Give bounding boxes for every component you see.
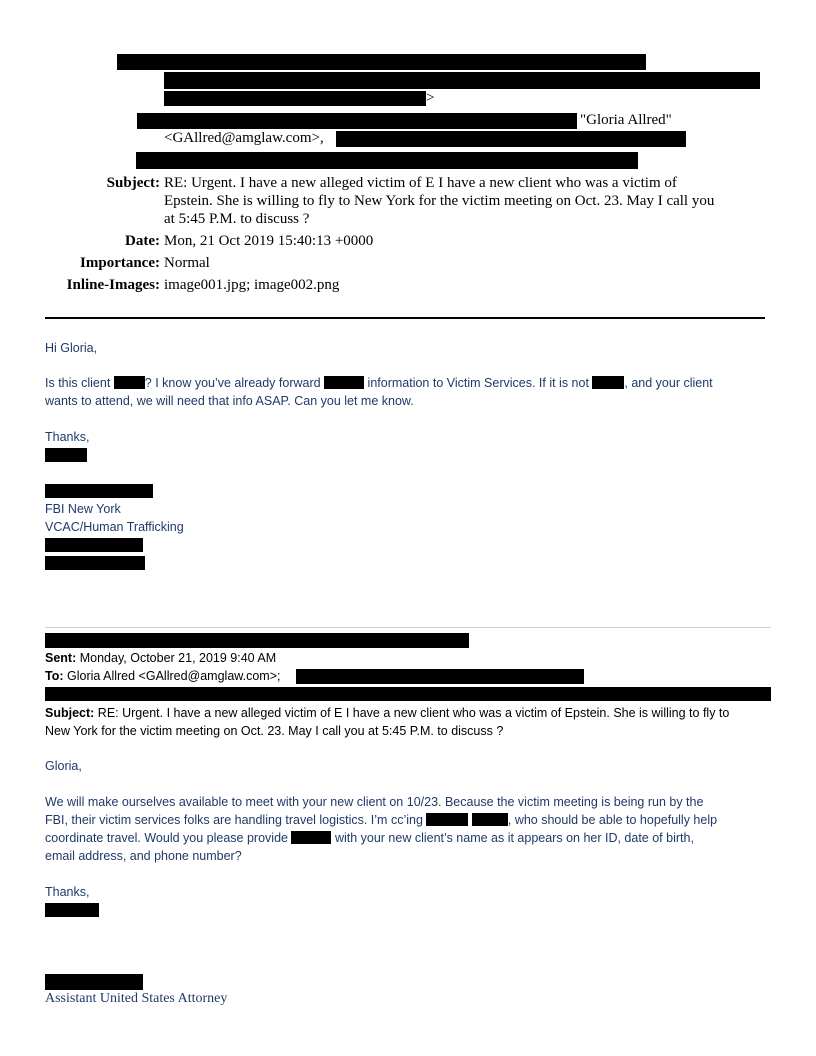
sig-org: FBI New York: [45, 502, 121, 516]
subject-line2: Epstein. She is willing to fly to New York for the victim meeting on Oct. 23. May I call you: [164, 193, 715, 209]
redaction-cc-line2: [336, 131, 686, 147]
inline-images-value: image001.jpg; image002.png: [164, 277, 340, 293]
redaction-provide-name: [291, 831, 331, 844]
redaction-quoted-cc: [45, 687, 771, 701]
redaction-quoted-to: [296, 669, 584, 684]
subject-line3: at 5:45 P.M. to discuss ?: [164, 211, 310, 227]
reply-greeting: Hi Gloria,: [45, 341, 98, 355]
quoted-body-2a: FBI, their victim services folks are handling travel logistics. I’m cc’ing: [45, 813, 423, 827]
date-label: Date:: [125, 233, 160, 249]
bracket-text: >: [426, 90, 435, 106]
inline-images-label: Inline-Images:: [66, 277, 160, 293]
reply-p1-a: Is this client: [45, 376, 111, 390]
quoted-body-line2: [45, 811, 717, 829]
gloria-name: "Gloria Allred": [580, 112, 672, 128]
reply-p1-b: ? I know you’ve already forward: [144, 376, 321, 390]
quoted-body-line4: email address, and phone number?: [45, 849, 242, 863]
redaction-cc-first: [426, 813, 468, 826]
quoted-body-line1: We will make ourselves available to meet with your new client on 10/23. Because the victim meeting is being run by the: [45, 795, 704, 809]
importance-value: Normal: [164, 255, 210, 271]
subject-label: Subject:: [106, 175, 160, 191]
quoted-sent-label: Sent:: [45, 651, 77, 665]
importance-label: Importance:: [80, 255, 160, 271]
quoted-body-line3: [45, 829, 694, 847]
quoted-thanks: Thanks,: [45, 885, 90, 899]
redaction-cc-line3: [136, 152, 638, 169]
quoted-subject-line1: [45, 704, 729, 722]
reply-paragraph-line2: wants to attend, we will need that info ASAP. Can you let me know.: [45, 394, 414, 408]
quoted-sent: [45, 649, 276, 667]
quoted-to: [45, 667, 280, 685]
reply-p1-d: , and your client: [624, 376, 713, 390]
quoted-body-2b: , who should be able to hopefully help: [507, 813, 718, 827]
quoted-sent-value: Monday, October 21, 2019 9:40 AM: [79, 651, 277, 665]
header-divider: [45, 317, 765, 319]
redaction-quoted-from: [45, 633, 469, 648]
redaction-cc-last: [472, 813, 508, 826]
redaction-name-3: [592, 376, 624, 389]
redaction-sig-name: [45, 484, 153, 498]
reply-thanks: Thanks,: [45, 430, 90, 444]
subject-line1: RE: Urgent. I have a new alleged victim of E I have a new client who was a victim of: [164, 175, 677, 191]
redaction-name-2: [324, 376, 364, 389]
quoted-to-value: Gloria Allred <GAllred@amglaw.com>;: [67, 669, 281, 683]
quoted-body-3a: coordinate travel. Would you please provide: [45, 831, 288, 845]
redaction-sig-phone1: [45, 538, 143, 552]
redaction-sender-name: [45, 448, 87, 462]
quoted-subject-line2: New York for the victim meeting on Oct. 23. May I call you at 5:45 P.M. to discuss ?: [45, 724, 504, 738]
quoted-body-3b: with your new client’s name as it appears on her ID, date of birth,: [334, 831, 694, 845]
redaction-cc-line1: [137, 113, 577, 129]
reply-p1-c: information to Victim Services. If it is not: [367, 376, 589, 390]
quoted-subject-text1: RE: Urgent. I have a new alleged victim of E I have a new client who was a victim of Epstein. She is willing to fly to: [97, 706, 730, 720]
reply-paragraph-line1: [45, 374, 713, 392]
gloria-email: <GAllred@amglaw.com>,: [164, 130, 324, 146]
quoted-divider: [45, 627, 771, 628]
redaction-sig-phone2: [45, 556, 145, 570]
quoted-greeting: Gloria,: [45, 759, 82, 773]
redaction-from: [117, 54, 646, 70]
date-value: Mon, 21 Oct 2019 15:40:13 +0000: [164, 233, 374, 249]
quoted-subject-label: Subject:: [45, 706, 95, 720]
redaction-quoted-sender: [45, 903, 99, 917]
redaction-ausa-name: [45, 974, 143, 990]
redaction-to-line1: [164, 72, 760, 89]
redaction-to-line2: [164, 91, 426, 106]
sig-unit: VCAC/Human Trafficking: [45, 520, 184, 534]
redaction-client-name: [114, 376, 145, 389]
quoted-to-label: To:: [45, 669, 64, 683]
ausa-title: Assistant United States Attorney: [45, 991, 228, 1006]
